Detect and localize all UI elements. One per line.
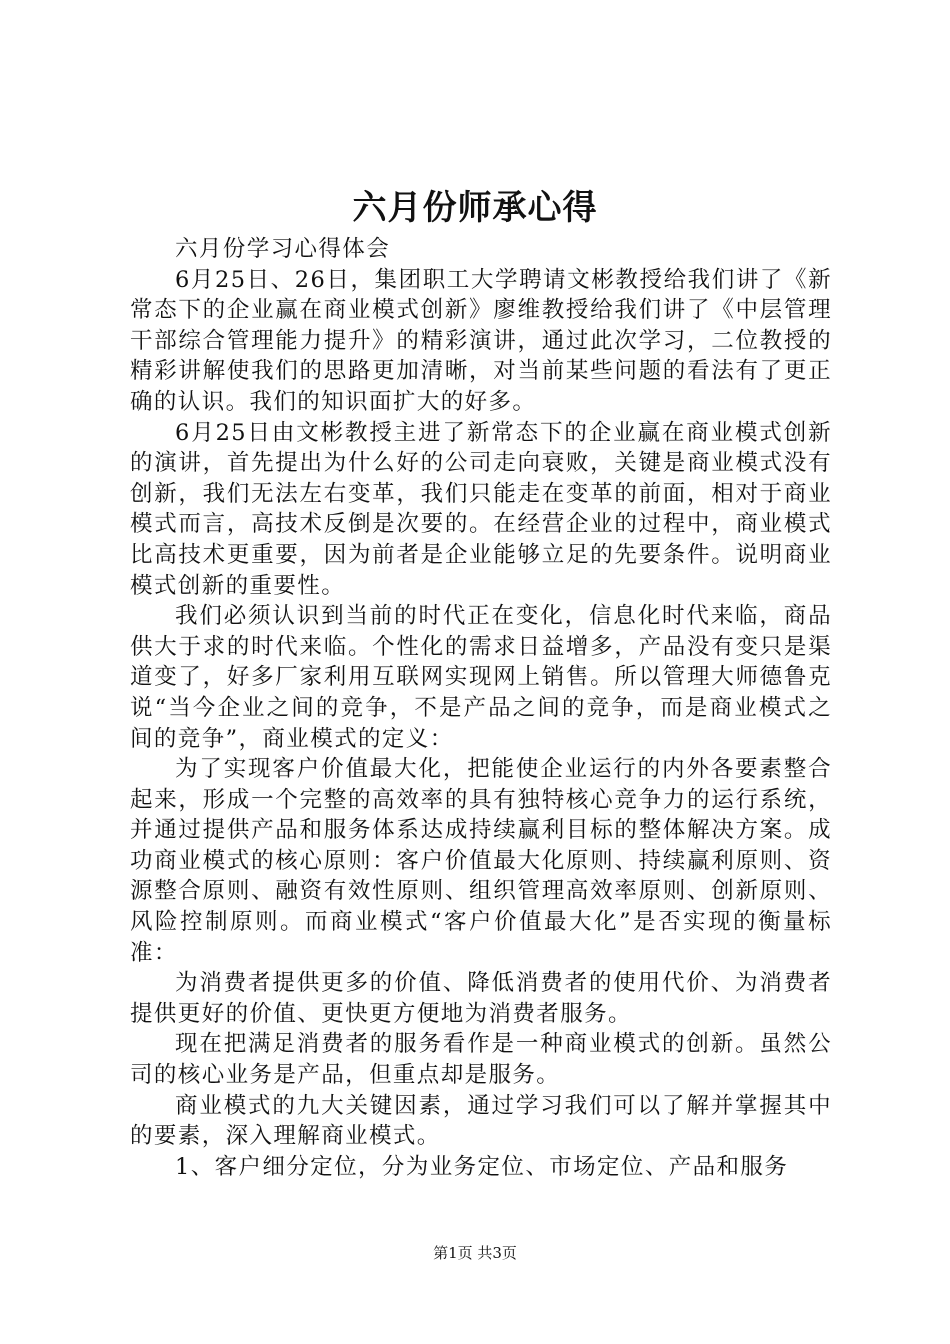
- paragraph: 为消费者提供更多的价值、降低消费者的使用代价、为消费者提供更好的价值、更快更方便地为消费者服务。: [130, 970, 832, 1027]
- paragraph: 六月份学习心得体会: [175, 236, 391, 262]
- document-title: 六月份师承心得: [352, 188, 598, 228]
- paragraph: 为了实现客户价值最大化，把能使企业运行的内外各要素整合起来，形成一个完整的高效率的具有独特核心竞争力的运行系统，并通过提供产品和服务体系达成持续赢利目标的整体解决方案。成功商业模式的核心原则：客户价值最大化原则、持续赢利原则、资源整合原则、融资有效性原则、组织管理高效率原则、创新原则、风险控制原则。而商业模式“客户价值最大化”是否实现的衡量标准：: [130, 756, 832, 966]
- paragraph: 6月25日由文彬教授主进了新常态下的企业赢在商业模式创新的演讲，首先提出为什么好的公司走向衰败，关键是商业模式没有创新，我们无法左右变革，我们只能走在变革的前面，相对于商业模式而言，高技术反倒是次要的。在经营企业的过程中，商业模式比高技术更重要，因为前者是企业能够立足的先要条件。说明商业模式创新的重要性。: [130, 419, 832, 599]
- paragraph: 商业模式的九大关键因素，通过学习我们可以了解并掌握其中的要素，深入理解商业模式。: [130, 1092, 832, 1150]
- paragraph: 现在把满足消费者的服务看作是一种商业模式的创新。虽然公司的核心业务是产品，但重点却是服务。: [130, 1031, 832, 1089]
- page-number-footer: 第1页 共3页: [433, 1244, 517, 1262]
- paragraph: 1、客户细分定位，分为业务定位、市场定位、产品和服务: [175, 1153, 789, 1180]
- paragraph: 6月25日、26日，集团职工大学聘请文彬教授给我们讲了《新常态下的企业赢在商业模式创新》廖维教授给我们讲了《中层管理干部综合管理能力提升》的精彩演讲，通过此次学习，二位教授的精彩讲解使我们的思路更加清晰，对当前某些问题的看法有了更正确的认识。我们的知识面扩大的好多。: [130, 266, 832, 415]
- document-body: [130, 234, 832, 1182]
- paragraph: 我们必须认识到当前的时代正在变化，信息化时代来临，商品供大于求的时代来临。个性化的需求日益增多，产品没有变只是渠道变了，好多厂家利用互联网实现网上销售。所以管理大师德鲁克说“当今企业之间的竞争，不是产品之间的竞争，而是商业模式之间的竞争”，商业模式的定义：: [130, 603, 832, 752]
